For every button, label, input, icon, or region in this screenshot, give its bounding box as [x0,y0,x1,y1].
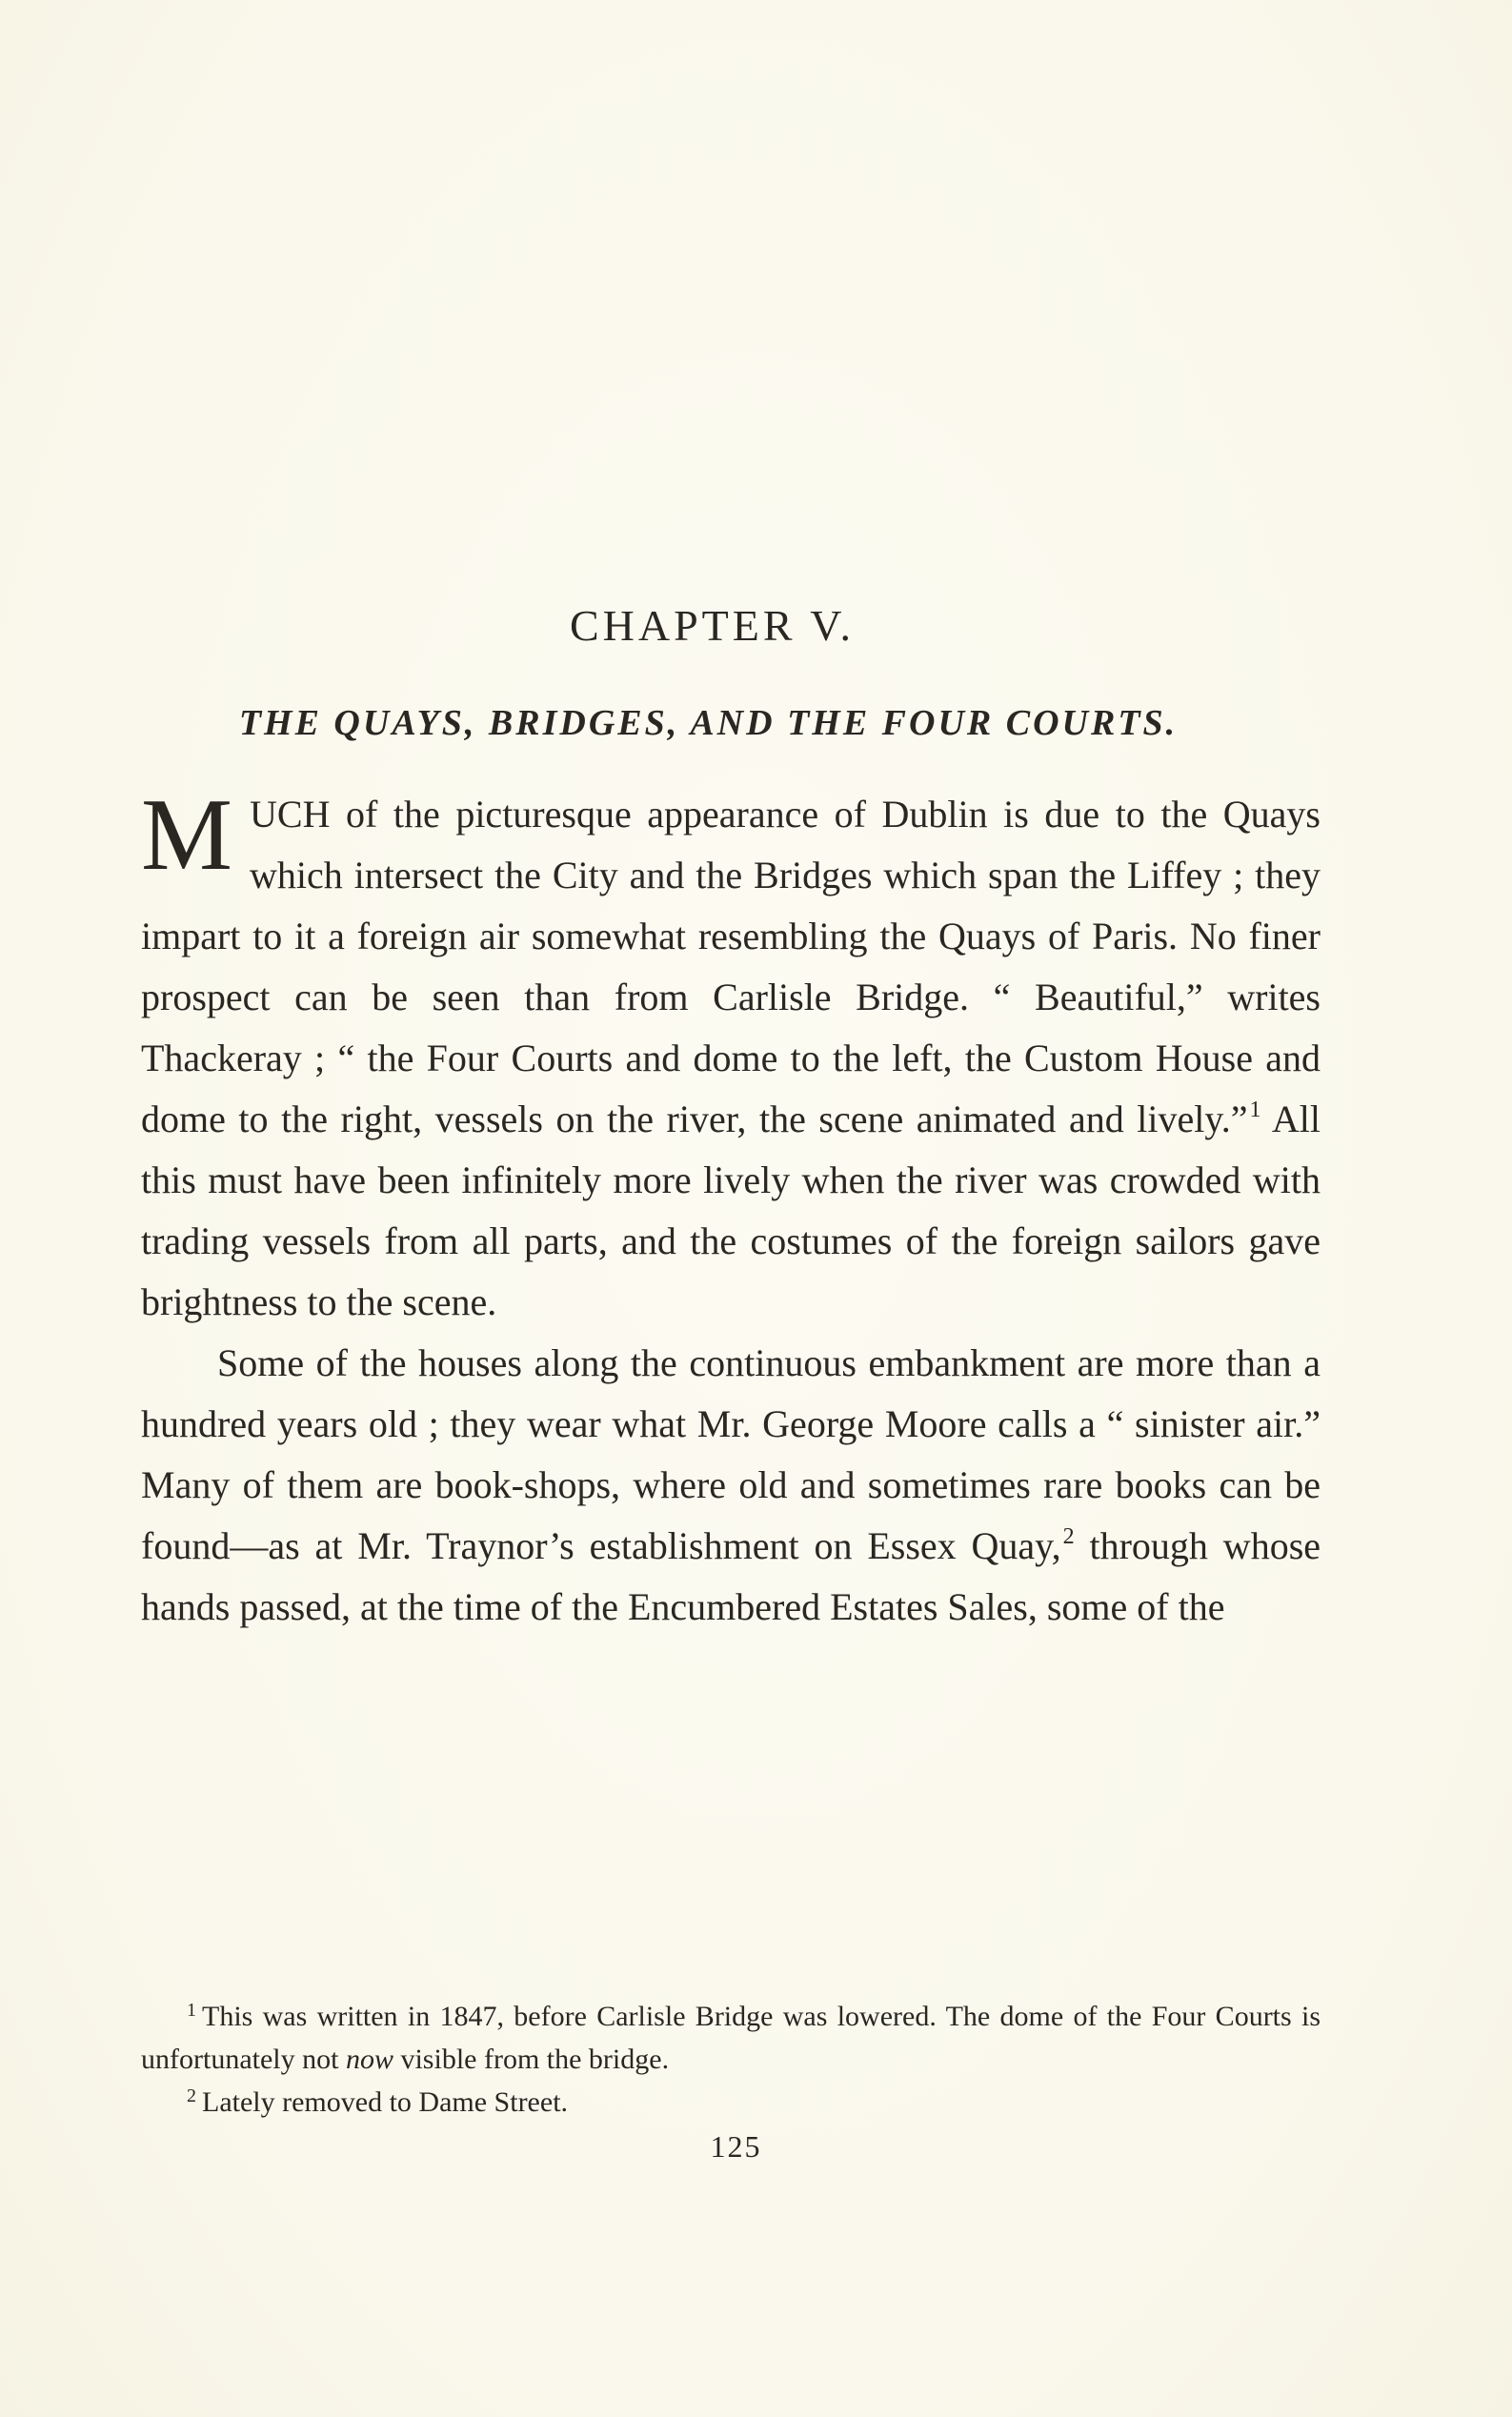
footnotes [141,1995,1320,2124]
footnote-1-mark: 1 [187,2000,196,2021]
page-number: 125 [710,2129,762,2164]
footnote-1-text-a: This was written in 1847, before Carlisle Bridge was lowered. The dome of the Four Courts is unfortunately not [141,2001,1320,2075]
paragraph-2-text-a: Some of the houses along the continuous embankment are more than a hundred years old ; they wear what Mr. George Moore calls a “ sinister air.” Many of them are book-shops, where old and sometimes rare books can be found—as at Mr. Traynor’s establishment on Essex Quay, [141,1341,1320,1567]
chapter-subtitle: THE QUAYS, BRIDGES, AND THE FOUR COURTS. [238,703,1179,743]
paragraph-1-text-b: All this must have been infinitely more lively when the river was crowded with trading vessels from all parts, and the costumes of the foreign sailors gave brightness to the scene. [141,1098,1320,1323]
footnote-1 [141,1995,1320,2081]
footnote-ref-2: 2 [1062,1524,1075,1549]
footnote-1-text-b: visible from the bridge. [393,2044,670,2075]
paragraph-2 [141,1333,1320,1638]
paragraph-2-text-b: through whose hands passed, at the time of the Encumbered Estates Sales, some of the [141,1524,1321,1628]
paragraph-1 [141,778,1320,1333]
footnote-2-text: Lately removed to Dame Street. [202,2086,569,2118]
footnote-2 [141,2081,1320,2124]
chapter-title: CHAPTER V. [569,601,856,650]
footnote-1-emphasis: now [345,2044,393,2075]
footnote-2-mark: 2 [187,2085,196,2106]
paragraph-1-text-a: UCH of the picturesque appearance of Dublin is due to the Quays which intersect the City and the Bridges which span the Liffey ; they impart to it a foreign air somewhat resembling the Quays of Paris. No finer prospect can be seen than from Carlisle Bridge. “ Beautiful,” writes Thackeray ; “ the Four Courts and dome to the left, the Custom House and dome to the right, vessels on the river, the scene animated and lively.” [141,793,1320,1140]
footnote-ref-1: 1 [1249,1098,1261,1122]
drop-cap: M [141,778,233,892]
body-text [141,778,1321,1638]
